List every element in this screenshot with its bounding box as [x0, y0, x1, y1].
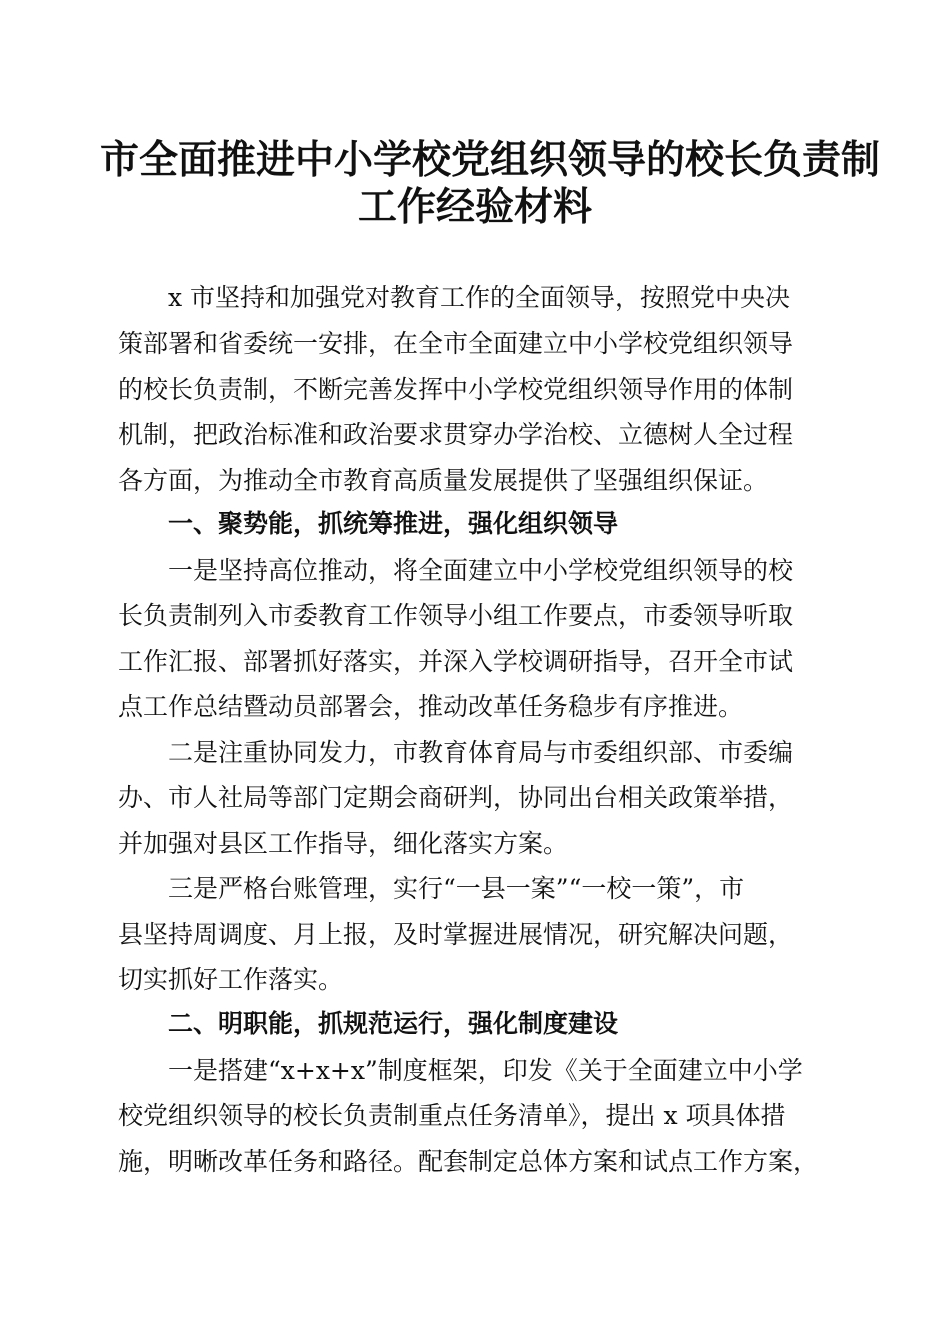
- paragraph-line: 校党组织领导的校长负责制重点任务清单》，提出 x 项具体措: [118, 1101, 786, 1130]
- document-title-line-2: 工作经验材料: [357, 184, 592, 230]
- paragraph-line: 的校长负责制，不断完善发挥中小学校党组织领导作用的体制: [118, 375, 794, 404]
- paragraph-line: 并加强对县区工作指导，细化落实方案。: [118, 829, 569, 858]
- paragraph-line: 切实抓好工作落实。: [118, 965, 344, 994]
- paragraph-line: 办、市人社局等部门定期会商研判，协同出台相关政策举措，: [118, 783, 794, 812]
- section-heading-1: 一、聚势能，抓统筹推进，强化组织领导: [168, 509, 619, 538]
- section-heading-2: 二、明职能，抓规范运行，强化制度建设: [168, 1009, 619, 1038]
- paragraph-line: 一是搭建“x+x+x”制度框架，印发《关于全面建立中小学: [168, 1056, 803, 1085]
- paragraph-line: 一是坚持高位推动，将全面建立中小学校党组织领导的校: [168, 556, 794, 585]
- paragraph-line: 工作汇报、部署抓好落实，并深入学校调研指导，召开全市试: [118, 647, 794, 676]
- paragraph-line: 长负责制列入市委教育工作领导小组工作要点，市委领导听取: [118, 601, 794, 630]
- paragraph-line: 二是注重协同发力，市教育体育局与市委组织部、市委编: [168, 738, 794, 767]
- paragraph-line: 各方面，为推动全市教育高质量发展提供了坚强组织保证。: [118, 466, 769, 495]
- document-title-line-1: 市全面推进中小学校党组织领导的校长负责制: [100, 137, 881, 183]
- paragraph-line: x 市坚持和加强党对教育工作的全面领导，按照党中央决: [168, 283, 791, 312]
- paragraph-line: 县坚持周调度、月上报，及时掌握进展情况，研究解决问题，: [118, 920, 794, 949]
- paragraph-line: 点工作总结暨动员部署会，推动改革任务稳步有序推进。: [118, 692, 744, 721]
- paragraph-line: 施，明晰改革任务和路径。配套制定总体方案和试点工作方案，: [118, 1147, 819, 1176]
- paragraph-line: 策部署和省委统一安排，在全市全面建立中小学校党组织领导: [118, 329, 794, 358]
- paragraph-line: 机制，把政治标准和政治要求贯穿办学治校、立德树人全过程: [118, 420, 794, 449]
- paragraph-line: 三是严格台账管理，实行“一县一案”“一校一策”，市: [168, 874, 745, 903]
